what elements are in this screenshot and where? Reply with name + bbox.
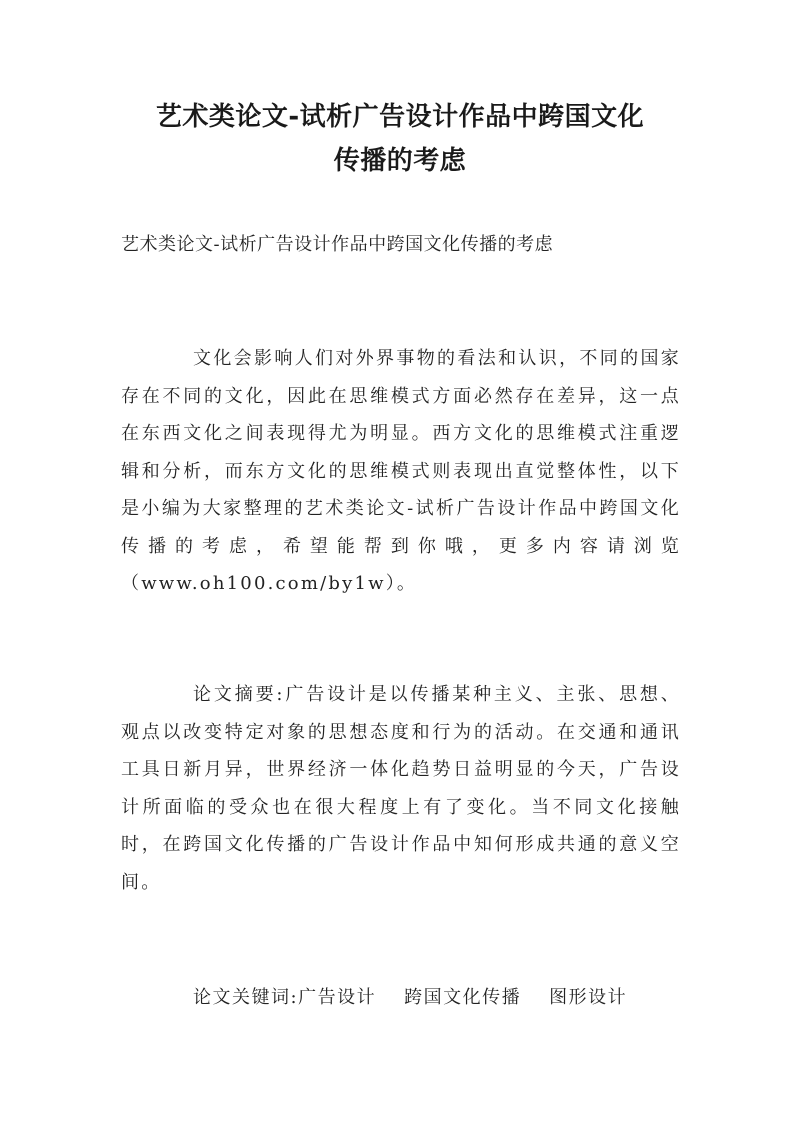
keyword-item: 图形设计 bbox=[549, 987, 628, 1008]
keyword-item: 跨国文化传播 bbox=[404, 987, 522, 1008]
keyword-item: 广告设计 bbox=[298, 987, 377, 1008]
document-title-line-2: 传播的考虑 bbox=[333, 146, 467, 176]
document-subtitle: 艺术类论文-试析广告设计作品中跨国文化传播的考虑 bbox=[121, 234, 554, 255]
abstract-paragraph: 论文摘要:广告设计是以传播某种主义、主张、思想、观点以改变特定对象的思想态度和行为的活动。在交通和通讯工具日新月异，世界经济一体化趋势日益明显的今天，广告设计所面临的受众也在很大程度上有了变化。当不同文化接触时，在跨国文化传播的广告设计作品中知何形成共通的意义空间。 bbox=[121, 684, 681, 893]
keywords-line bbox=[193, 983, 693, 1013]
document-title-line-1: 艺术类论文-试析广告设计作品中跨国文化 bbox=[155, 102, 645, 132]
intro-paragraph: 文化会影响人们对外界事物的看法和认识，不同的国家存在不同的文化，因此在思维模式方面必然存在差异，这一点在东西文化之间表现得尤为明显。西方文化的思维模式注重逻辑和分析，而东方文化的思维模式则表现出直觉整体性，以下是小编为大家整理的艺术类论文-试析广告设计作品中跨国文化传播的考虑，希望能帮到你哦，更多内容请浏览（www.oh100.com/by1w）。 bbox=[121, 348, 681, 594]
keywords-label: 论文关键词: bbox=[193, 987, 299, 1008]
